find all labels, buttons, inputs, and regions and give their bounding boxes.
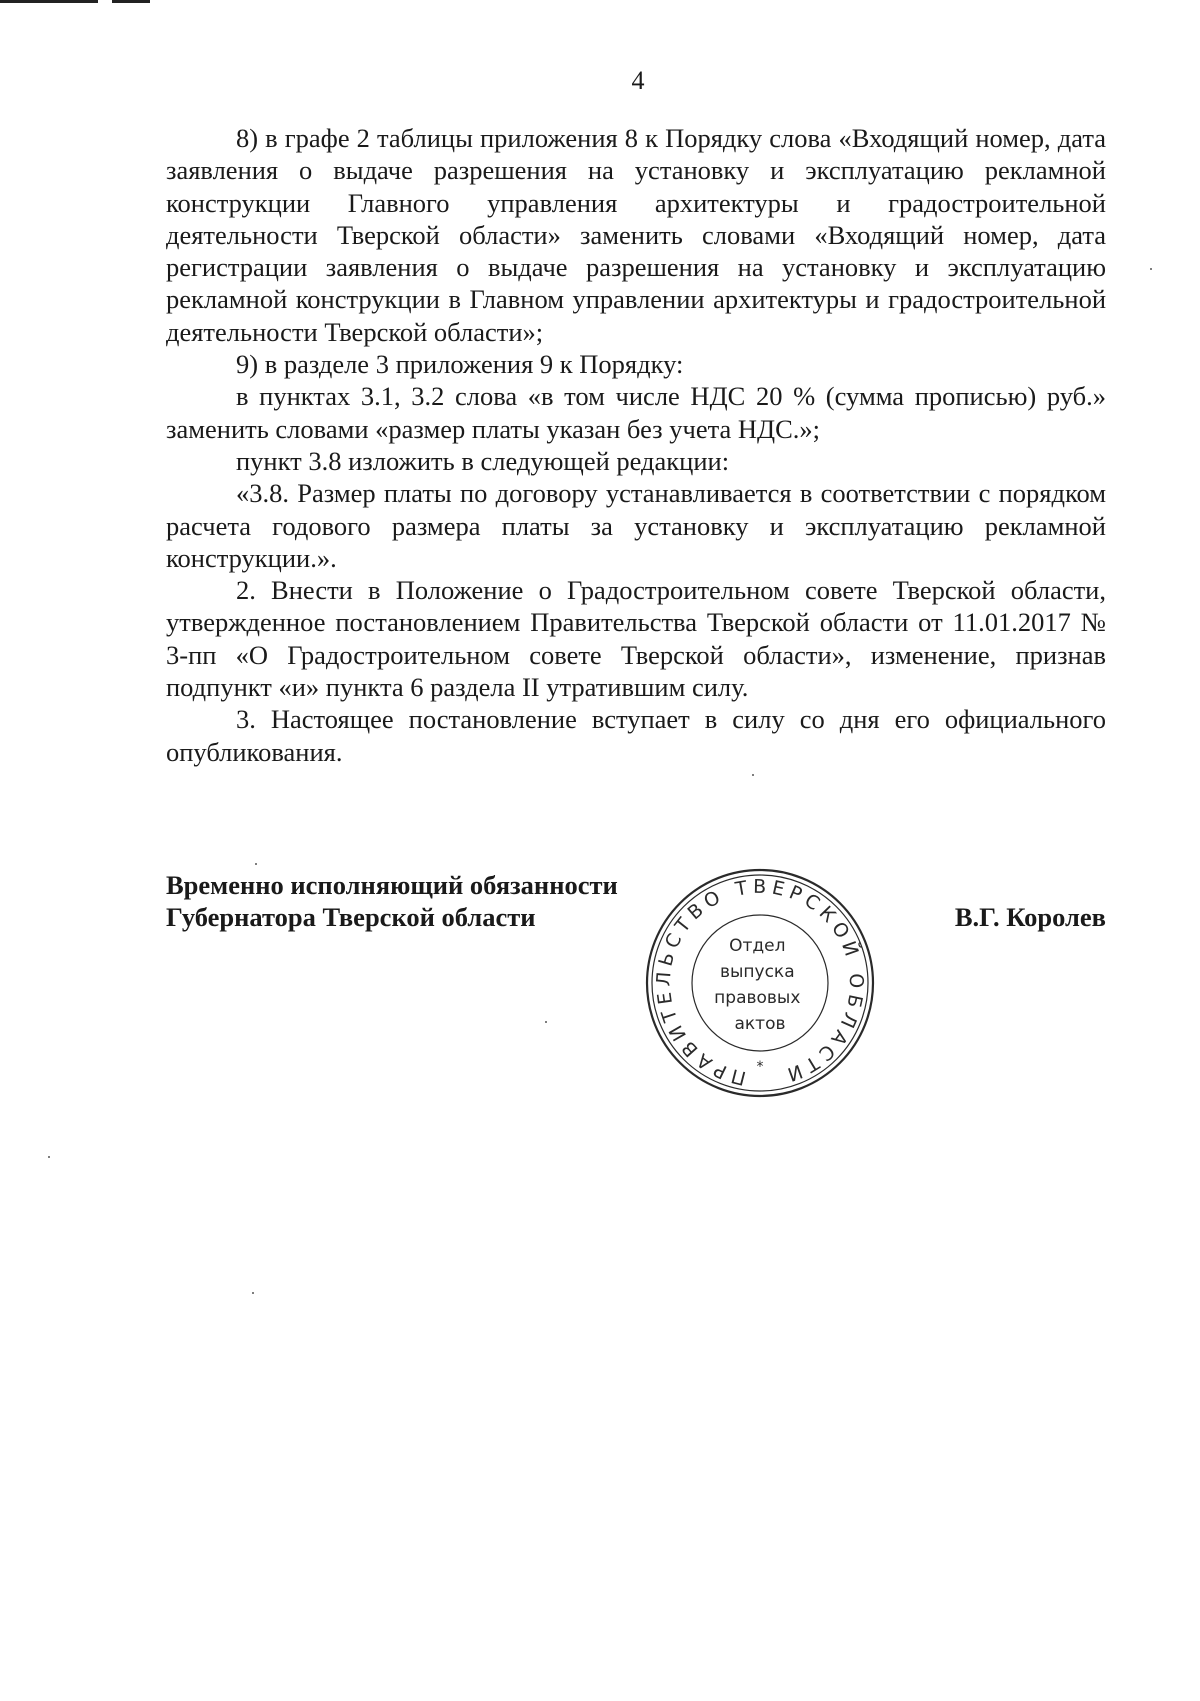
- signatory-position-line2: Губернатора Тверской области: [166, 902, 536, 932]
- seal-center-line3: правовых: [714, 988, 801, 1008]
- scan-speck: [252, 1292, 254, 1294]
- seal-center-line2: выпуска: [719, 962, 795, 982]
- seal-star: *: [756, 1059, 764, 1075]
- signatory-name: В.Г. Королев: [954, 902, 1106, 932]
- scan-speck: [545, 1021, 547, 1023]
- seal-center-line1: Отдел: [729, 936, 786, 956]
- scan-speck: [1150, 268, 1152, 270]
- scan-speck: [48, 1156, 50, 1158]
- signatory-position: [166, 869, 618, 933]
- official-seal: [644, 867, 876, 1099]
- seal-center-line4: актов: [734, 1014, 786, 1034]
- paragraph-item-8: 8) в графе 2 таблицы приложения 8 к Порядку слова «Входящий номер, дата заявления о выдаче разрешения на установку и эксплуатацию рекламной конструкции Главного управления архитектуры и градостроительной деятельности Тверской области» заменить словами «Входящий номер, дата регистрации заявления о выдаче разрешения на установку и эксплуатацию рекламной конструкции в Главном управлении архитектуры и градостроительной деятельности Тверской области»;: [166, 123, 1106, 347]
- scan-corner-mark: [0, 0, 150, 3]
- paragraph-point-3-8-text: «3.8. Размер платы по договору устанавливается в соответствии с порядком расчета годового размера платы за установку и эксплуатацию рекламной конструкции.».: [166, 478, 1106, 573]
- paragraph-point-3-8-intro: пункт 3.8 изложить в следующей редакции:: [236, 445, 730, 476]
- signatory-position-line1: Временно исполняющий обязанности: [166, 870, 618, 900]
- paragraph-section-3: 3. Настоящее постановление вступает в силу со дня его официального опубликования.: [166, 704, 1106, 767]
- seal-ring-text: ПРАВИТЕЛЬСТВО ТВЕРСКОЙ ОБЛАСТИ: [652, 875, 868, 1090]
- scan-speck: [752, 774, 754, 776]
- seal-center-text: [714, 936, 806, 1034]
- paragraph-section-2: 2. Внести в Положение о Градостроительном совете Тверской области, утвержденное постановлением Правительства Тверской области от 11.01.2017 № 3-пп «О Градостроительном совете Тверской области», изменение, признав подпункт «и» пункта 6 раздела II утратившим силу.: [166, 575, 1106, 703]
- scan-speck: [255, 863, 257, 865]
- paragraph-points-3-1-3-2: в пунктах 3.1, 3.2 слова «в том числе НДС 20 % (сумма прописью) руб.» заменить словами «размер платы указан без учета НДС.»;: [166, 381, 1106, 444]
- paragraph-item-9: 9) в разделе 3 приложения 9 к Порядку:: [236, 349, 684, 380]
- document-body: [166, 122, 1106, 768]
- page-number: 4: [631, 66, 645, 95]
